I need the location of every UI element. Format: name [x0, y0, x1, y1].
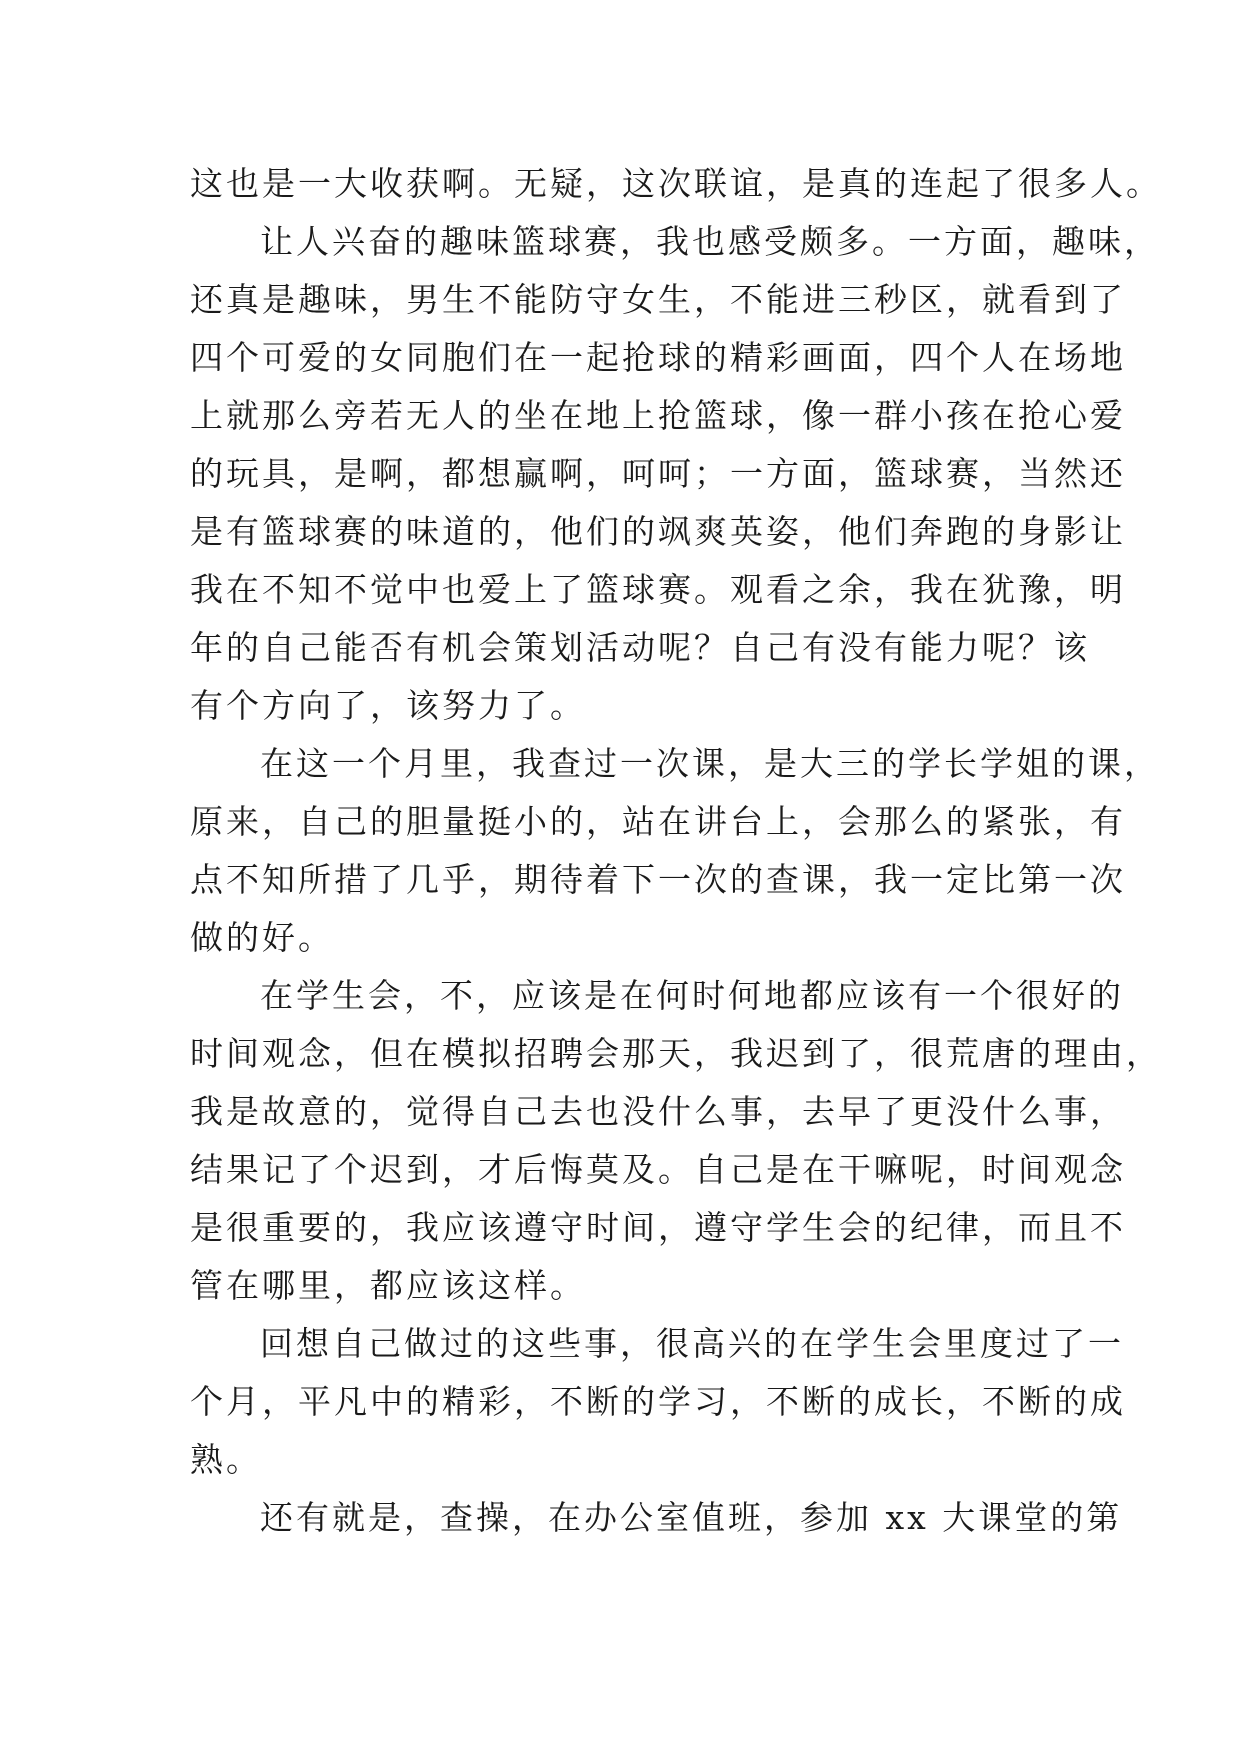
- paragraph-first-line: 让人兴奋的趣味篮球赛，我也感受颇多。一方面，趣味，: [260, 222, 1160, 261]
- text-line: 时间观念，但在模拟招聘会那天，我迟到了，很荒唐的理由，: [190, 1034, 1162, 1073]
- body-text: [190, 155, 1162, 1547]
- text-line: 是很重要的，我应该遵守时间，遵守学生会的纪律，而且不: [190, 1208, 1126, 1247]
- text-line: 四个可爱的女同胞们在一起抢球的精彩画面，四个人在场地: [190, 338, 1126, 377]
- text-line: 原来，自己的胆量挺小的，站在讲台上，会那么的紧张，有: [190, 802, 1126, 841]
- text-line: 的玩具，是啊，都想赢啊，呵呵；一方面，篮球赛，当然还: [190, 454, 1126, 493]
- text-line: 有个方向了，该努力了。: [190, 686, 586, 725]
- paragraph-first-line: 还有就是，查操，在办公室值班，参加 xx 大课堂的第: [260, 1498, 1123, 1537]
- text-line: 是有篮球赛的味道的，他们的飒爽英姿，他们奔跑的身影让: [190, 512, 1126, 551]
- text-line: 点不知所措了几乎，期待着下一次的查课，我一定比第一次: [190, 860, 1126, 899]
- text-line: 我在不知不觉中也爱上了篮球赛。观看之余，我在犹豫，明: [190, 570, 1126, 609]
- text-line: 还真是趣味，男生不能防守女生，不能进三秒区，就看到了: [190, 280, 1126, 319]
- text-line: 这也是一大收获啊。无疑，这次联谊，是真的连起了很多人。: [190, 164, 1162, 203]
- text-line: 结果记了个迟到，才后悔莫及。自己是在干嘛呢，时间观念: [190, 1150, 1126, 1189]
- text-line: 管在哪里，都应该这样。: [190, 1266, 586, 1305]
- text-line: 上就那么旁若无人的坐在地上抢篮球，像一群小孩在抢心爱: [190, 396, 1126, 435]
- text-line: 熟。: [190, 1440, 262, 1479]
- text-line: 做的好。: [190, 918, 334, 957]
- text-line: 个月，平凡中的精彩，不断的学习，不断的成长，不断的成: [190, 1382, 1126, 1421]
- text-line: 年的自己能否有机会策划活动呢？自己有没有能力呢？该: [190, 628, 1090, 667]
- paragraph-first-line: 在学生会，不，应该是在何时何地都应该有一个很好的: [260, 976, 1124, 1015]
- paragraph-first-line: 在这一个月里，我查过一次课，是大三的学长学姐的课，: [260, 744, 1160, 783]
- paragraph-first-line: 回想自己做过的这些事，很高兴的在学生会里度过了一: [260, 1324, 1124, 1363]
- text-line: 我是故意的，觉得自己去也没什么事，去早了更没什么事，: [190, 1092, 1126, 1131]
